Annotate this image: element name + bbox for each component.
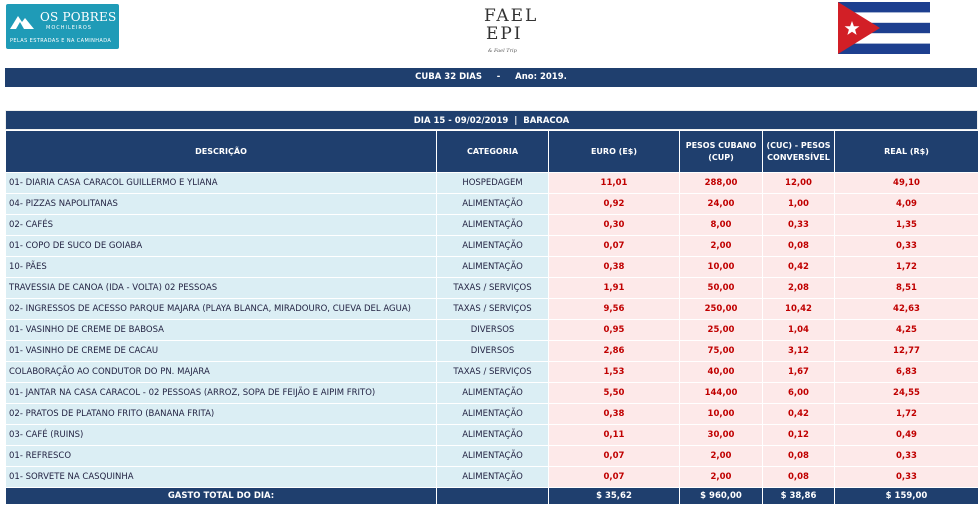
real-cell: 8,51 — [835, 278, 979, 299]
real-cell: 1,35 — [835, 215, 979, 236]
euro-cell: 0,38 — [549, 404, 680, 425]
euro-cell: 0,95 — [549, 320, 680, 341]
euro-cell: 0,07 — [549, 467, 680, 488]
table-row — [6, 383, 979, 404]
description-cell: 01- JANTAR NA CASA CARACOL - 02 PESSOAS (ARROZ, SOPA DE FEIJÃO E AIPIM FRITO) — [6, 383, 437, 404]
cup-cell: 10,00 — [680, 404, 763, 425]
cup-cell: 50,00 — [680, 278, 763, 299]
table-row — [6, 404, 979, 425]
total-cup: $ 960,00 — [680, 488, 763, 505]
cup-cell: 24,00 — [680, 194, 763, 215]
cup-cell: 250,00 — [680, 299, 763, 320]
logo-line-3: & Fael Trip — [488, 48, 517, 54]
description-cell: 01- COPO DE SUCO DE GOIABA — [6, 236, 437, 257]
euro-cell: 0,07 — [549, 446, 680, 467]
real-cell: 0,33 — [835, 446, 979, 467]
total-category-cell — [437, 488, 549, 505]
category-cell: ALIMENTAÇÃO — [437, 194, 549, 215]
description-cell: 01- SORVETE NA CASQUINHA — [6, 467, 437, 488]
euro-cell: 0,92 — [549, 194, 680, 215]
real-cell: 6,83 — [835, 362, 979, 383]
table-row — [6, 173, 979, 194]
category-cell: HOSPEDAGEM — [437, 173, 549, 194]
column-header-cuc: (CUC) - PESOS CONVERSÍVEL — [763, 131, 835, 173]
category-cell: ALIMENTAÇÃO — [437, 467, 549, 488]
category-cell: ALIMENTAÇÃO — [437, 383, 549, 404]
fael-epi-logo — [478, 2, 539, 60]
cuc-cell: 10,42 — [763, 299, 835, 320]
day-title: DIA 15 - 09/02/2019 | BARACOA — [5, 110, 978, 130]
cuc-cell: 3,12 — [763, 341, 835, 362]
cuc-cell: 1,67 — [763, 362, 835, 383]
logo-tagline: PELAS ESTRADAS E NA CAMINHADA — [10, 38, 112, 44]
real-cell: 4,25 — [835, 320, 979, 341]
cuc-cell: 2,08 — [763, 278, 835, 299]
description-cell: COLABORAÇÃO AO CONDUTOR DO PN. MAJARA — [6, 362, 437, 383]
real-cell: 0,33 — [835, 236, 979, 257]
cuc-cell: 0,33 — [763, 215, 835, 236]
total-real: $ 159,00 — [835, 488, 979, 505]
cup-cell: 10,00 — [680, 257, 763, 278]
real-cell: 42,63 — [835, 299, 979, 320]
category-cell: ALIMENTAÇÃO — [437, 236, 549, 257]
table-row — [6, 236, 979, 257]
table-row — [6, 215, 979, 236]
table-row — [6, 278, 979, 299]
table-row — [6, 446, 979, 467]
real-cell: 0,33 — [835, 467, 979, 488]
euro-cell: 0,30 — [549, 215, 680, 236]
cup-cell: 30,00 — [680, 425, 763, 446]
os-pobres-mochileiros-logo — [6, 4, 119, 49]
category-cell: TAXAS / SERVIÇOS — [437, 299, 549, 320]
cup-cell: 288,00 — [680, 173, 763, 194]
mountain-icon — [10, 13, 34, 29]
category-cell: DIVERSOS — [437, 341, 549, 362]
logo-title: OS POBRES — [40, 10, 117, 24]
description-cell: 01- VASINHO DE CREME DE CACAU — [6, 341, 437, 362]
description-cell: 10- PÃES — [6, 257, 437, 278]
table-row — [6, 194, 979, 215]
real-cell: 1,72 — [835, 404, 979, 425]
total-euro: $ 35,62 — [549, 488, 680, 505]
category-cell: ALIMENTAÇÃO — [437, 404, 549, 425]
logo-subtitle: MOCHILEIROS — [46, 25, 92, 31]
expense-table-section — [5, 110, 978, 505]
euro-cell: 5,50 — [549, 383, 680, 404]
category-cell: TAXAS / SERVIÇOS — [437, 278, 549, 299]
cup-cell: 40,00 — [680, 362, 763, 383]
logo-line-2: EPI — [486, 24, 523, 44]
cuc-cell: 0,12 — [763, 425, 835, 446]
cuba-flag-icon — [838, 2, 930, 54]
cup-cell: 2,00 — [680, 467, 763, 488]
column-header-real: REAL (R$) — [835, 131, 979, 173]
table-row — [6, 362, 979, 383]
euro-cell: 1,91 — [549, 278, 680, 299]
euro-cell: 0,11 — [549, 425, 680, 446]
cuc-cell: 12,00 — [763, 173, 835, 194]
real-cell: 24,55 — [835, 383, 979, 404]
description-cell: 02- INGRESSOS DE ACESSO PARQUE MAJARA (PLAYA BLANCA, MIRADOURO, CUEVA DEL AGUA) — [6, 299, 437, 320]
description-cell: 01- DIARIA CASA CARACOL GUILLERMO E YLIANA — [6, 173, 437, 194]
expense-table — [5, 130, 979, 505]
category-cell: ALIMENTAÇÃO — [437, 257, 549, 278]
real-cell: 12,77 — [835, 341, 979, 362]
category-cell: ALIMENTAÇÃO — [437, 215, 549, 236]
description-cell: 04- PIZZAS NAPOLITANAS — [6, 194, 437, 215]
table-row — [6, 425, 979, 446]
cuc-cell: 0,08 — [763, 467, 835, 488]
table-row — [6, 467, 979, 488]
description-cell: 01- REFRESCO — [6, 446, 437, 467]
column-header-cup: PESOS CUBANO (CUP) — [680, 131, 763, 173]
cuc-cell: 1,00 — [763, 194, 835, 215]
description-cell: TRAVESSIA DE CANOA (IDA - VOLTA) 02 PESSOAS — [6, 278, 437, 299]
euro-cell: 1,53 — [549, 362, 680, 383]
table-row — [6, 341, 979, 362]
description-cell: 01- VASINHO DE CREME DE BABOSA — [6, 320, 437, 341]
real-cell: 4,09 — [835, 194, 979, 215]
cuc-cell: 0,08 — [763, 446, 835, 467]
total-label: GASTO TOTAL DO DIA: — [6, 488, 437, 505]
real-cell: 0,49 — [835, 425, 979, 446]
cuc-cell: 6,00 — [763, 383, 835, 404]
cup-cell: 8,00 — [680, 215, 763, 236]
cuc-cell: 0,42 — [763, 257, 835, 278]
category-cell: ALIMENTAÇÃO — [437, 425, 549, 446]
column-header-description: DESCRIÇÃO — [6, 131, 437, 173]
cuc-cell: 0,08 — [763, 236, 835, 257]
total-cuc: $ 38,86 — [763, 488, 835, 505]
description-cell: 02- CAFÉS — [6, 215, 437, 236]
cup-cell: 2,00 — [680, 236, 763, 257]
euro-cell: 9,56 — [549, 299, 680, 320]
category-cell: DIVERSOS — [437, 320, 549, 341]
total-row — [6, 488, 979, 505]
category-cell: ALIMENTAÇÃO — [437, 446, 549, 467]
category-cell: TAXAS / SERVIÇOS — [437, 362, 549, 383]
euro-cell: 0,38 — [549, 257, 680, 278]
column-header-euro: EURO (E$) — [549, 131, 680, 173]
cup-cell: 75,00 — [680, 341, 763, 362]
cup-cell: 144,00 — [680, 383, 763, 404]
description-cell: 02- PRATOS DE PLATANO FRITO (BANANA FRITA) — [6, 404, 437, 425]
cup-cell: 25,00 — [680, 320, 763, 341]
euro-cell: 0,07 — [549, 236, 680, 257]
cuc-cell: 0,42 — [763, 404, 835, 425]
table-row — [6, 299, 979, 320]
trip-banner: CUBA 32 DIAS - Ano: 2019. — [5, 68, 977, 87]
description-cell: 03- CAFÉ (RUINS) — [6, 425, 437, 446]
euro-cell: 11,01 — [549, 173, 680, 194]
table-row — [6, 257, 979, 278]
column-header-category: CATEGORIA — [437, 131, 549, 173]
real-cell: 1,72 — [835, 257, 979, 278]
table-header-row — [6, 131, 979, 173]
cup-cell: 2,00 — [680, 446, 763, 467]
real-cell: 49,10 — [835, 173, 979, 194]
cuc-cell: 1,04 — [763, 320, 835, 341]
logo-line-1: FAEL — [484, 6, 539, 26]
table-row — [6, 320, 979, 341]
euro-cell: 2,86 — [549, 341, 680, 362]
